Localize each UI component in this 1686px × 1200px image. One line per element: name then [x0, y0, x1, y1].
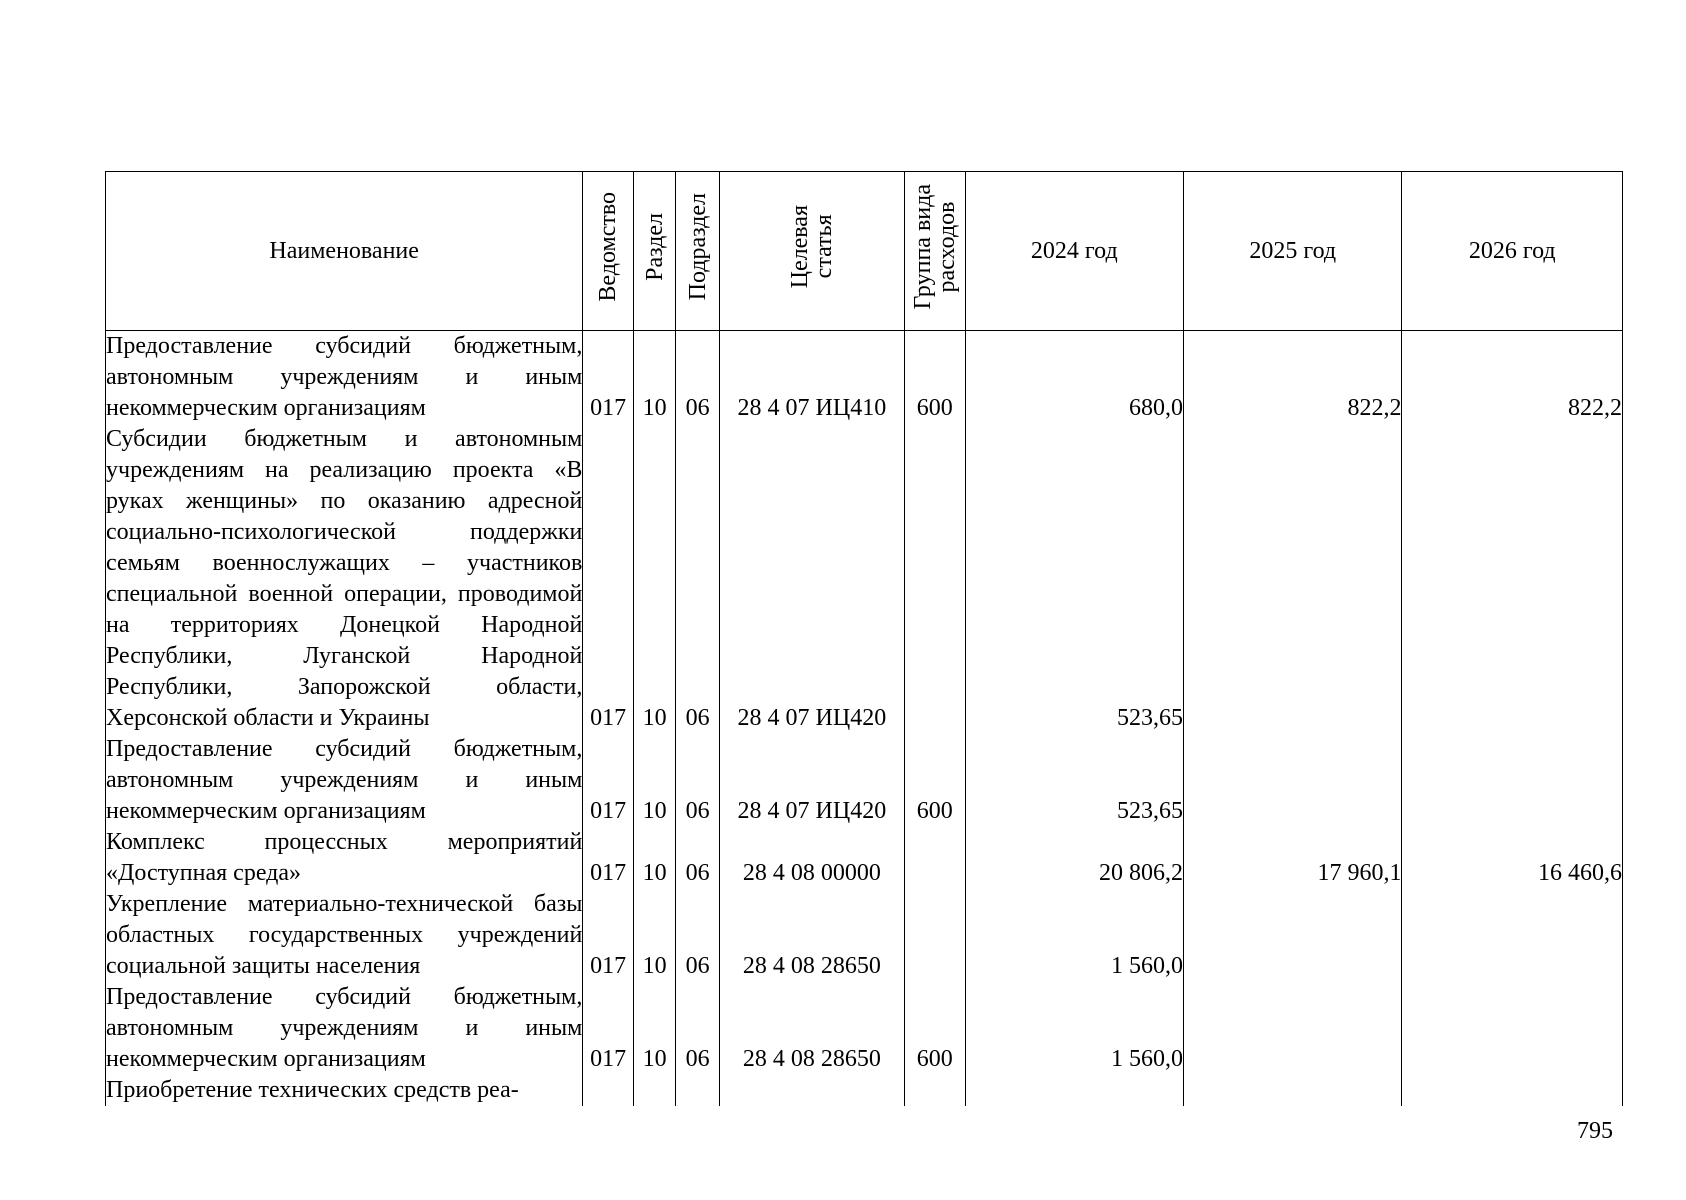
row-2026: [1402, 424, 1623, 734]
row-dept: 017: [583, 827, 634, 889]
header-target-label: [788, 205, 836, 288]
header-2024: [965, 172, 1183, 331]
budget-table: [105, 171, 1623, 1106]
row-subsection: 06: [676, 889, 719, 982]
table-row: [106, 1075, 1623, 1106]
header-2024-label: 2024 год: [1030, 237, 1118, 264]
row-2026: [1402, 982, 1623, 1075]
row-2024: 1 560,0: [965, 982, 1183, 1075]
row-section: 10: [633, 889, 675, 982]
header-dept: [583, 172, 634, 331]
header-dept-label: Ведомство: [595, 191, 622, 302]
row-2026: [1402, 1075, 1623, 1106]
row-subsection: 06: [676, 734, 719, 827]
row-target: 28 4 07 ИЦ420: [719, 424, 904, 734]
row-section: 10: [633, 424, 675, 734]
table-row: [106, 424, 1623, 734]
header-group-line1: Группа вида: [909, 183, 936, 310]
row-2025: [1184, 734, 1402, 827]
row-dept: 017: [583, 982, 634, 1075]
row-2025: [1184, 889, 1402, 982]
header-row: [106, 172, 1623, 331]
row-section: 10: [633, 827, 675, 889]
row-subsection: 06: [676, 982, 719, 1075]
row-2024: 680,0: [965, 331, 1183, 425]
row-2024: [965, 1075, 1183, 1106]
header-target-line1: Целевая: [786, 204, 813, 289]
row-2025: [1184, 982, 1402, 1075]
row-2025: [1184, 1075, 1402, 1106]
table-body: [106, 331, 1623, 1107]
header-2026: [1402, 172, 1623, 331]
table-row: [106, 331, 1623, 425]
table-row: [106, 889, 1623, 982]
row-subsection: 06: [676, 424, 719, 734]
row-name: Укрепление материально-технической базы областных государственных учреждений социальной защиты населения: [106, 889, 583, 982]
page-number: 795: [1577, 1118, 1613, 1144]
row-2024: 523,65: [965, 424, 1183, 734]
row-2026: 16 460,6: [1402, 827, 1623, 889]
header-group-line2: расходов: [933, 201, 960, 292]
row-dept: [583, 1075, 634, 1106]
row-subsection: [676, 1075, 719, 1106]
row-group: [904, 1075, 965, 1106]
row-name: Предоставление субсидий бюджетным, автономным учреждениям и иным некоммерческим организациям: [106, 982, 583, 1075]
header-target: [719, 172, 904, 331]
row-subsection: 06: [676, 827, 719, 889]
header-group-label: [911, 184, 959, 309]
row-dept: 017: [583, 734, 634, 827]
table-row: [106, 982, 1623, 1075]
row-group: 600: [904, 331, 965, 425]
row-target: [719, 1075, 904, 1106]
row-2026: 822,2: [1402, 331, 1623, 425]
row-name: Субсидии бюджетным и автономным учреждениям на реализацию проекта «В руках женщины» по оказанию адресной социально-психологической поддержки семьям военнослужащих – участников специальной военной операции, проводимой на территориях Донецкой Народной Республики, Луганской Народной Республики, Запорожской области, Херсонской области и Украины: [106, 424, 583, 734]
row-2025: [1184, 424, 1402, 734]
table-row: [106, 734, 1623, 827]
row-target: 28 4 08 28650: [719, 889, 904, 982]
row-group: [904, 889, 965, 982]
header-2025: [1184, 172, 1402, 331]
row-target: 28 4 07 ИЦ410: [719, 331, 904, 425]
row-target: 28 4 08 00000: [719, 827, 904, 889]
row-2025: 822,2: [1184, 331, 1402, 425]
row-2025: 17 960,1: [1184, 827, 1402, 889]
row-section: [633, 1075, 675, 1106]
row-2024: 20 806,2: [965, 827, 1183, 889]
row-name: Приобретение технических средств реа-: [106, 1075, 583, 1106]
row-2026: [1402, 889, 1623, 982]
row-target: 28 4 07 ИЦ420: [719, 734, 904, 827]
header-2026-label: 2026 год: [1468, 237, 1556, 264]
row-subsection: 06: [676, 331, 719, 425]
table-row: [106, 827, 1623, 889]
row-name: Комплекс процессных мероприятий «Доступная среда»: [106, 827, 583, 889]
row-section: 10: [633, 982, 675, 1075]
row-name: Предоставление субсидий бюджетным, автономным учреждениям и иным некоммерческим организациям: [106, 734, 583, 827]
row-group: 600: [904, 734, 965, 827]
header-section-label: Раздел: [641, 212, 668, 281]
row-dept: 017: [583, 424, 634, 734]
row-group: [904, 827, 965, 889]
row-target: 28 4 08 28650: [719, 982, 904, 1075]
row-2024: 523,65: [965, 734, 1183, 827]
header-target-line2: статья: [810, 214, 837, 279]
header-name: [106, 172, 583, 331]
row-group: 600: [904, 982, 965, 1075]
row-dept: 017: [583, 331, 634, 425]
row-dept: 017: [583, 889, 634, 982]
header-subsection-label: Подраздел: [684, 192, 711, 301]
row-section: 10: [633, 734, 675, 827]
row-group: [904, 424, 965, 734]
table-header: [106, 172, 1623, 331]
header-name-label: Наименование: [269, 237, 419, 264]
row-2026: [1402, 734, 1623, 827]
row-name: Предоставление субсидий бюджетным, автономным учреждениям и иным некоммерческим организациям: [106, 331, 583, 425]
header-subsection: [676, 172, 719, 331]
header-2025-label: 2025 год: [1249, 237, 1337, 264]
header-group: [904, 172, 965, 331]
row-2024: 1 560,0: [965, 889, 1183, 982]
row-section: 10: [633, 331, 675, 425]
header-section: [633, 172, 675, 331]
